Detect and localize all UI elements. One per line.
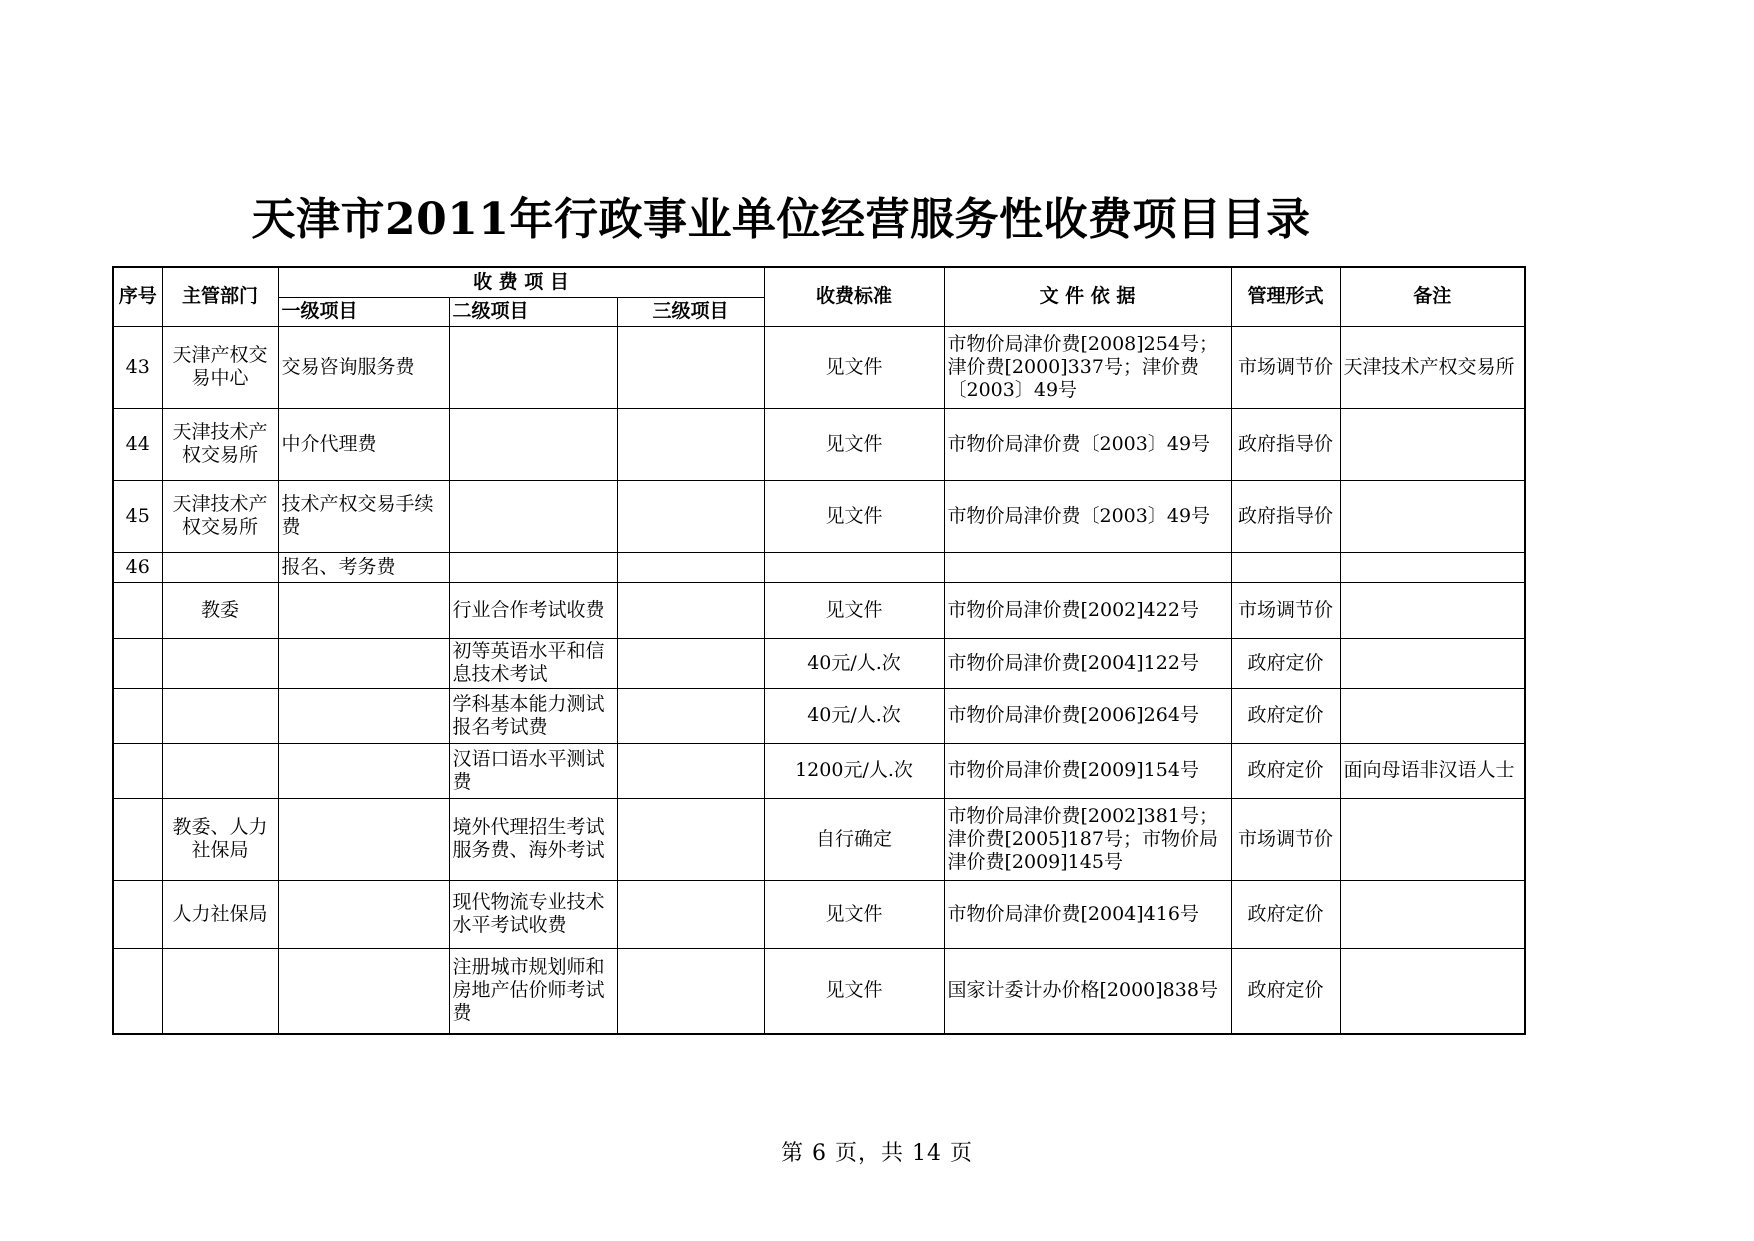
cell-level3 <box>617 688 764 743</box>
cell-level3 <box>617 326 764 408</box>
cell-seq <box>113 743 162 798</box>
cell-level2: 现代物流专业技术水平考试收费 <box>449 880 617 948</box>
cell-seq: 46 <box>113 552 162 582</box>
cell-dept <box>162 688 278 743</box>
cell-standard: 1200元/人.次 <box>764 743 944 798</box>
cell-level1 <box>278 798 449 880</box>
cell-mgmt: 政府指导价 <box>1231 480 1340 552</box>
cell-level1: 中介代理费 <box>278 408 449 480</box>
cell-level3 <box>617 948 764 1034</box>
page-number: 第 6 页，共 14 页 <box>781 1141 973 1166</box>
table-row <box>113 552 1525 582</box>
cell-dept <box>162 552 278 582</box>
cell-standard: 自行确定 <box>764 798 944 880</box>
cell-dept: 天津产权交易中心 <box>162 326 278 408</box>
cell-level2: 注册城市规划师和房地产估价师考试费 <box>449 948 617 1034</box>
cell-level1: 技术产权交易手续费 <box>278 480 449 552</box>
cell-level1 <box>278 688 449 743</box>
cell-seq: 45 <box>113 480 162 552</box>
cell-seq <box>113 948 162 1034</box>
header-standard: 收费标准 <box>764 267 944 326</box>
header-level3: 三级项目 <box>617 297 764 326</box>
cell-level3 <box>617 552 764 582</box>
cell-mgmt: 政府定价 <box>1231 638 1340 688</box>
cell-mgmt: 政府指导价 <box>1231 408 1340 480</box>
cell-note <box>1340 408 1525 480</box>
cell-standard: 见文件 <box>764 948 944 1034</box>
table-row <box>113 638 1525 688</box>
cell-dept: 教委 <box>162 582 278 638</box>
cell-note <box>1340 480 1525 552</box>
cell-seq <box>113 582 162 638</box>
cell-note <box>1340 552 1525 582</box>
cell-level3 <box>617 480 764 552</box>
cell-basis: 市物价局津价费[2009]154号 <box>944 743 1231 798</box>
cell-dept <box>162 948 278 1034</box>
cell-basis <box>944 552 1231 582</box>
cell-note <box>1340 638 1525 688</box>
cell-seq <box>113 880 162 948</box>
header-mgmt: 管理形式 <box>1231 267 1340 326</box>
table-row <box>113 798 1525 880</box>
cell-basis: 市物价局津价费[2002]422号 <box>944 582 1231 638</box>
cell-note <box>1340 798 1525 880</box>
table-row <box>113 688 1525 743</box>
cell-standard: 见文件 <box>764 326 944 408</box>
cell-level3 <box>617 408 764 480</box>
fee-catalog-table <box>112 266 1526 1035</box>
cell-level1 <box>278 743 449 798</box>
cell-seq <box>113 638 162 688</box>
cell-mgmt: 市场调节价 <box>1231 326 1340 408</box>
cell-dept: 人力社保局 <box>162 880 278 948</box>
cell-standard: 见文件 <box>764 408 944 480</box>
cell-basis: 市物价局津价费〔2003〕49号 <box>944 408 1231 480</box>
cell-level3 <box>617 880 764 948</box>
cell-level2 <box>449 326 617 408</box>
cell-note <box>1340 688 1525 743</box>
header-seq: 序号 <box>113 267 162 326</box>
cell-level3 <box>617 582 764 638</box>
cell-level2 <box>449 480 617 552</box>
table-row <box>113 480 1525 552</box>
header-dept: 主管部门 <box>162 267 278 326</box>
cell-level2: 初等英语水平和信息技术考试 <box>449 638 617 688</box>
cell-mgmt: 政府定价 <box>1231 948 1340 1034</box>
cell-dept: 教委、人力社保局 <box>162 798 278 880</box>
cell-seq <box>113 688 162 743</box>
cell-note: 面向母语非汉语人士 <box>1340 743 1525 798</box>
cell-mgmt <box>1231 552 1340 582</box>
cell-level2: 汉语口语水平测试费 <box>449 743 617 798</box>
cell-basis: 市物价局津价费[2008]254号；津价费[2000]337号；津价费〔2003〕49号 <box>944 326 1231 408</box>
cell-mgmt: 政府定价 <box>1231 743 1340 798</box>
cell-basis: 国家计委计办价格[2000]838号 <box>944 948 1231 1034</box>
cell-seq: 43 <box>113 326 162 408</box>
header-fee-items: 收 费 项 目 <box>278 267 764 297</box>
cell-basis: 市物价局津价费〔2003〕49号 <box>944 480 1231 552</box>
cell-level3 <box>617 798 764 880</box>
table-row <box>113 326 1525 408</box>
cell-level1: 报名、考务费 <box>278 552 449 582</box>
cell-dept <box>162 743 278 798</box>
cell-standard: 见文件 <box>764 480 944 552</box>
cell-standard: 40元/人.次 <box>764 688 944 743</box>
table-row <box>113 948 1525 1034</box>
cell-basis: 市物价局津价费[2004]122号 <box>944 638 1231 688</box>
cell-note <box>1340 880 1525 948</box>
cell-level3 <box>617 743 764 798</box>
cell-level2: 境外代理招生考试服务费、海外考试 <box>449 798 617 880</box>
header-level2: 二级项目 <box>449 297 617 326</box>
cell-level2: 学科基本能力测试报名考试费 <box>449 688 617 743</box>
table-row <box>113 880 1525 948</box>
cell-standard: 40元/人.次 <box>764 638 944 688</box>
cell-standard <box>764 552 944 582</box>
cell-level1 <box>278 638 449 688</box>
table-row <box>113 408 1525 480</box>
cell-note <box>1340 948 1525 1034</box>
cell-level2 <box>449 552 617 582</box>
cell-level1: 交易咨询服务费 <box>278 326 449 408</box>
cell-seq: 44 <box>113 408 162 480</box>
cell-dept: 天津技术产权交易所 <box>162 408 278 480</box>
cell-note: 天津技术产权交易所 <box>1340 326 1525 408</box>
cell-dept <box>162 638 278 688</box>
cell-mgmt: 政府定价 <box>1231 880 1340 948</box>
page-title: 天津市2011年行政事业单位经营服务性收费项目目录 <box>251 194 1311 245</box>
cell-level1 <box>278 582 449 638</box>
cell-mgmt: 市场调节价 <box>1231 582 1340 638</box>
cell-level1 <box>278 880 449 948</box>
cell-mgmt: 政府定价 <box>1231 688 1340 743</box>
cell-mgmt: 市场调节价 <box>1231 798 1340 880</box>
cell-basis: 市物价局津价费[2006]264号 <box>944 688 1231 743</box>
cell-level2 <box>449 408 617 480</box>
cell-note <box>1340 582 1525 638</box>
cell-level1 <box>278 948 449 1034</box>
cell-basis: 市物价局津价费[2004]416号 <box>944 880 1231 948</box>
header-level1: 一级项目 <box>278 297 449 326</box>
table-row <box>113 743 1525 798</box>
header-note: 备注 <box>1340 267 1525 326</box>
table-row <box>113 582 1525 638</box>
cell-standard: 见文件 <box>764 582 944 638</box>
cell-level2: 行业合作考试收费 <box>449 582 617 638</box>
header-basis: 文 件 依 据 <box>944 267 1231 326</box>
cell-basis: 市物价局津价费[2002]381号；津价费[2005]187号；市物价局津价费[2009]145号 <box>944 798 1231 880</box>
cell-standard: 见文件 <box>764 880 944 948</box>
cell-dept: 天津技术产权交易所 <box>162 480 278 552</box>
cell-level3 <box>617 638 764 688</box>
cell-seq <box>113 798 162 880</box>
